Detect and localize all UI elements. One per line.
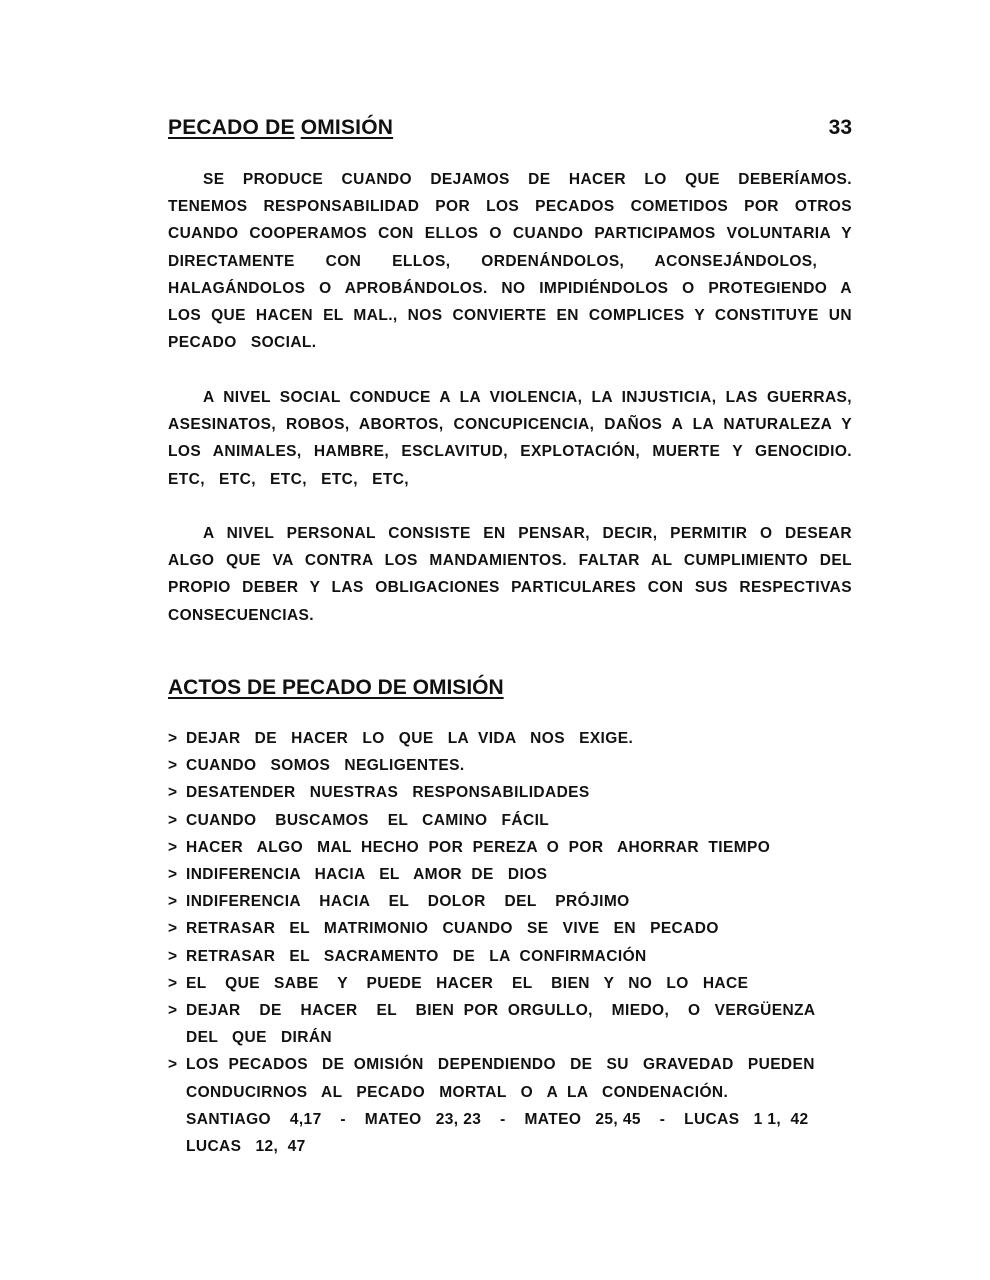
list-item-text: DESATENDER NUESTRAS RESPONSABILIDADES	[186, 784, 590, 802]
list-item-text: CUANDO BUSCAMOS EL CAMINO FÁCIL	[186, 811, 550, 829]
list-item-text: HACER ALGO MAL HECHO POR PEREZA O POR AHORRAR TIEMPO	[186, 838, 771, 856]
paragraph-1	[168, 166, 852, 356]
bible-references: LUCAS 12, 47	[186, 1138, 306, 1156]
paragraph-line: DIRECTAMENTE CON ELLOS, ORDENÁNDOLOS, ACONSEJÁNDOLOS,	[168, 252, 818, 270]
list-marker: >	[168, 866, 178, 884]
list-item	[168, 807, 852, 834]
list-item-text: RETRASAR EL MATRIMONIO CUANDO SE VIVE EN PECADO	[186, 920, 719, 938]
list-item-text: INDIFERENCIA HACIA EL DOLOR DEL PRÓJIMO	[186, 893, 630, 911]
list-item-text: CUANDO SOMOS NEGLIGENTES.	[186, 757, 465, 775]
list-item	[168, 888, 852, 915]
list-marker: >	[168, 784, 178, 802]
paragraph-line: ETC, ETC, ETC, ETC, ETC,	[168, 470, 410, 488]
list-marker: >	[168, 1056, 178, 1074]
list-marker: >	[168, 838, 178, 856]
list-item	[168, 725, 852, 752]
page-title-part2: OMISIÓN	[300, 116, 394, 139]
paragraph-line: ASESINATOS, ROBOS, ABORTOS, CONCUPICENCIA, DAÑOS A LA NATURALEZA Y	[168, 416, 852, 434]
paragraph-line: A NIVEL SOCIAL CONDUCE A LA VIOLENCIA, LA INJUSTICIA, LAS GUERRAS,	[203, 389, 852, 406]
list-item	[168, 1051, 852, 1160]
list-item-text: EL QUE SABE Y PUEDE HACER EL BIEN Y NO LO HACE	[186, 974, 749, 992]
list-item-text: CONDUCIRNOS AL PECADO MORTAL O A LA CONDENACIÓN.	[186, 1083, 729, 1101]
list-item	[168, 779, 852, 806]
list-item	[168, 861, 852, 888]
section-title: ACTOS DE PECADO DE OMISIÓN	[168, 676, 504, 699]
paragraph-line: A NIVEL PERSONAL CONSISTE EN PENSAR, DECIR, PERMITIR O DESEAR	[203, 525, 852, 542]
list-marker: >	[168, 730, 178, 747]
paragraph-line: SE PRODUCE CUANDO DEJAMOS DE HACER LO QUE DEBERÍAMOS.	[203, 171, 852, 188]
list-marker: >	[168, 1002, 178, 1020]
acts-list	[168, 725, 852, 1160]
list-item	[168, 997, 852, 1051]
list-item-text: DEL QUE DIRÁN	[186, 1029, 333, 1047]
list-item	[168, 752, 852, 779]
paragraph-line: HALAGÁNDOLOS O APROBÁNDOLOS. NO IMPIDIÉNDOLOS O PROTEGIENDO A	[168, 279, 852, 297]
page-number: 33	[828, 116, 852, 139]
list-item	[168, 943, 852, 970]
bible-references: SANTIAGO 4,17 - MATEO 23, 23 - MATEO 25, 45 - LUCAS 1 1, 42	[186, 1110, 809, 1128]
list-marker: >	[168, 920, 178, 938]
list-item-text: LOS PECADOS DE OMISIÓN DEPENDIENDO DE SU GRAVEDAD PUEDEN	[186, 1056, 815, 1074]
paragraph-line: TENEMOS RESPONSABILIDAD POR LOS PECADOS COMETIDOS POR OTROS	[168, 198, 852, 216]
paragraph-line: LOS ANIMALES, HAMBRE, ESCLAVITUD, EXPLOTACIÓN, MUERTE Y GENOCIDIO.	[168, 443, 852, 461]
paragraph-line: PECADO SOCIAL.	[168, 334, 317, 352]
paragraph-line: PROPIO DEBER Y LAS OBLIGACIONES PARTICULARES CON SUS RESPECTIVAS	[168, 579, 852, 597]
list-marker: >	[168, 811, 178, 829]
list-item-text: INDIFERENCIA HACIA EL AMOR DE DIOS	[186, 866, 548, 884]
list-item	[168, 915, 852, 942]
paragraph-3	[168, 520, 852, 629]
list-marker: >	[168, 974, 178, 992]
list-marker: >	[168, 757, 178, 775]
page-header	[168, 116, 852, 146]
list-item	[168, 834, 852, 861]
paragraph-line: ALGO QUE VA CONTRA LOS MANDAMIENTOS. FALTAR AL CUMPLIMIENTO DEL	[168, 552, 852, 570]
list-marker: >	[168, 893, 178, 911]
paragraph-line: LOS QUE HACEN EL MAL., NOS CONVIERTE EN COMPLICES Y CONSTITUYE UN	[168, 306, 852, 324]
list-item-text: DEJAR DE HACER EL BIEN POR ORGULLO, MIEDO, O VERGÜENZA	[186, 1002, 816, 1020]
list-item	[168, 970, 852, 997]
paragraph-2	[168, 384, 852, 493]
list-item-text: DEJAR DE HACER LO QUE LA VIDA NOS EXIGE.	[186, 730, 634, 747]
paragraph-line: CONSECUENCIAS.	[168, 606, 314, 624]
paragraph-line: CUANDO COOPERAMOS CON ELLOS O CUANDO PARTICIPAMOS VOLUNTARIA Y	[168, 225, 852, 243]
list-item-text: RETRASAR EL SACRAMENTO DE LA CONFIRMACIÓN	[186, 947, 647, 965]
page-title-part1: PECADO DE	[168, 116, 295, 139]
list-marker: >	[168, 947, 178, 965]
page-title	[168, 116, 393, 140]
